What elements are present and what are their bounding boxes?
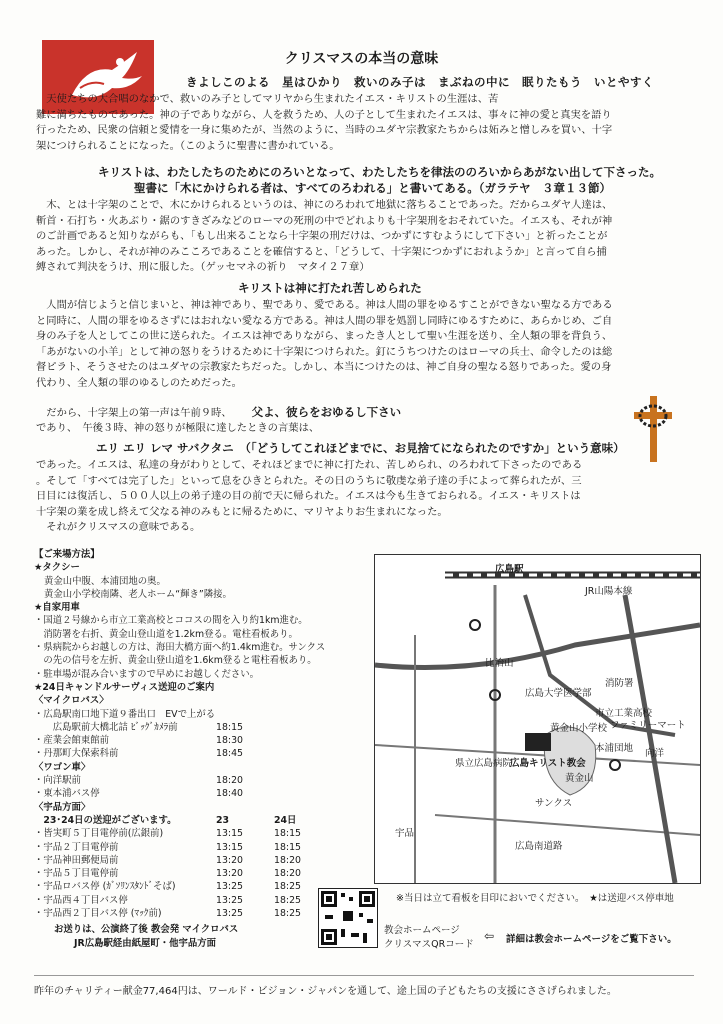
list-item: ・広島駅南口地下道９番出口 EVで上がる	[34, 708, 216, 720]
table-row: ・宇品ロバス停 (ｶﾞｿﾘﾝｽﾀﾝﾄﾞそば) 13:25 18:25	[34, 881, 302, 893]
eli-eli-heading: エリ エリ レマ サバクタニ （「どうしてこれほどまでに、お見捨てになられたのですか」という意味）	[96, 441, 625, 455]
map-notice: ※当日は立て看板を目印においでください。 ★は送迎バス停車地	[396, 893, 674, 904]
intro-paragraph: 天使たちの大合唱のなかで、救いのみ子としてマリヤから生まれたイエス・キリストの生涯は、苦 難に満ちたものであった。神の子でありながら、人を救うため、人の子として生まれたイエスは、事々に神の愛と真実を語り 行ったため、民衆の信頼と愛情を一身に集めたが、当然のように、当時のユダヤ宗教家たちからは妬みと憎しみを買い、十字 架につけられることになった。（このように聖書に書かれている。	[36, 93, 613, 152]
cross-paragraph: 木、とは十字架のことで、木にかけられるというのは、神にのろわれて地獄に落ちることであった。だからユダヤ人達は、 斬首・石打ち・火あぶり・鋸のすきざみなどのローマの死刑の中でどれよりも十字架刑をおそれていた。イエスも、それが神 のご計画であると知りながらも、「もし出来ることなら十字架の刑だけは、つかずにすむようにして下さい」と祈ったことが あった。しかし、それが神のみこころであることを確信すると、「どうして、十字架につかずにおれようか」と言って自ら捕 縛されて判決をうけ、刑に服した。（ゲッセマネの祈り マタイ２７章）	[36, 199, 613, 273]
table-row: ・宇品２丁目電停前 13:15 18:15	[34, 841, 302, 853]
table-row: ・皆実町５丁目電停前(広銀前) 13:15 18:15	[34, 828, 302, 840]
access-map: 広島駅 JR山陽本線 広島キリスト教会 比治山 広島大学医学部 市立工業高校 黄金山 本浦団地 宇品 広島南道路 県立広島病院 ファミリーマート 消防署 サンクス 向洋 黄金山小学校	[374, 554, 701, 884]
scripture-reference: 聖書に「木にかけられる者は、すべてのろわれる」と書いてある。（ガラテヤ ３章１３節）	[134, 181, 612, 195]
list-item: 広島駅前大橋北詰 ﾋﾞｯｸﾞｶﾒﾗ前 18:15	[34, 721, 244, 733]
footer-note: 昨年のチャリティー献金77,464円は、ワールド・ビジョン・ジャパンを通して、途上国の子どもたちの支援にささげられました。	[34, 975, 694, 997]
arrow-left-icon: ⇦	[484, 929, 495, 943]
table-row: ・宇品西４丁目バス停 13:25 18:25	[34, 894, 302, 906]
table-row: ・宇品神田郵便局前 13:20 18:20	[34, 854, 302, 866]
resurrection-paragraph: であった。イエスは、私達の身がわりとして、それほどまでに神に打たれ、苦しめられ、のろわれて下さったのである 。そして「すべては完了した」といって息をひきとられた。その日のうちに敬虔な弟子達の手によって葬られたが、三 日目には復活し、５００人以上の弟子達の目の前で天に帰られた。イエスは今も生きておられる。イエス・キリストは 十字架の業を成し終えて父なる神のみもとに帰るために、マリヤよりお生まれになった。 それがクリスマスの意味である。	[36, 459, 583, 533]
scripture-heading: キリストは、わたしたちのためにのろいとなって、わたしたちを律法ののろいからあがない出して下さった。	[98, 165, 662, 179]
page-title: クリスマスの本当の意味	[284, 51, 439, 67]
love-paragraph: 人間が信じようと信じまいと、神は神であり、聖であり、愛である。神は人間の罪をゆるすことができない聖なる方である と同時に、人間の罪をゆるさずにはおれない愛なる方である。神は人間の罪を処罰し同時にゆるすために、あらかじめ、ご自 身のみ子を人としてこの世に送られた。イエスは神でありながら、まったき人として聖い生涯を送り、全人類の罪を背負う、 「あがないの小羊」として神の怒りをうけるために十字架につけられた。釘にうちつけたのはローマの兵士、命令したのは総 督ピラト、そうさせたのはユダヤの宗教家たちだった。しかし、本当につけたのは、神ご自身の聖なる怒りであった。愛の身 代わり、全人類の罪のゆるしのためだった。	[36, 299, 613, 389]
qr-code[interactable]	[318, 888, 378, 948]
table-row: ・宇品西２丁目バス停 (ﾏｯｸ前) 13:25 18:25	[34, 908, 302, 920]
list-item: ・産業会館東館前 18:30	[34, 735, 244, 747]
table-header: 23･24日の送迎がございます。 23 24日	[34, 814, 297, 826]
qr-label: 教会ホームページ	[384, 925, 460, 936]
table-row: ・宇品５丁目電停前 13:20 18:20	[34, 868, 302, 880]
detail-note: 詳細は教会ホームページをご覧下さい。	[506, 934, 677, 945]
hymn-line: きよしこのよる 星はひかり 救いのみ子は まぶねの中に 眠りたもう いとやすく	[186, 75, 654, 89]
section-heading: キリストは神に打たれ苦しめられた	[238, 281, 422, 295]
list-item: ・向洋駅前 18:20	[34, 775, 244, 787]
cross-icon	[632, 396, 674, 462]
list-item: ・丹那町大保索科前 18:45	[34, 748, 244, 760]
first-words-line: だから、十字架上の第一声は午前９時、 父よ、彼らをおゆるし下さい	[36, 405, 402, 419]
access-info: 【ご来場方法】 ★タクシー 黄金山中腹、本浦団地の奥。 黄金山小学校南隣、老人ホーム“輝き”隣接。 ★自家用車 ・国道２号線から市立工業高校とココスの間を入り約1km進む。 消防署を右折、黄金山登山道を1.2km登る。電柱看板あり。 ・県病院からお越しの方は、海田大橋方面へ約1.4km進む。サンクス の先の信号を左折、黄金山登山道を1.6km登ると電柱看板あり。 ・駐車場が混み合いますので早めにお越しください。 ★24日キャンドルサーヴィス送迎のご案内 〈マイクロバス〉 ・広島駅南口地下道９番出口 EVで上がる 広島駅前大橋北詰 ﾋﾞｯｸﾞｶﾒﾗ前 18:15 ・産業会館東館前 18:30 ・丹那町大保索科前 18:45 〈ワゴン車〉 ・向洋駅前 18:20 ・東本浦バス停 18:40 〈宇品方面〉 23･24日の送迎がございます。 23 24日 ・皆実町５丁目電停前(広銀前) 13:15 18:15 ・宇品２丁目電停前 13:15 18:15 ・宇品神田郵便局前 13:20 18:20 ・宇品５丁目電停前 13:20 18:20 ・宇品ロバス停 (ｶﾞｿﾘﾝｽﾀﾝﾄﾞそば) 13:25 18:25 ・宇品西４丁目バス停 13:25 18:25 ・宇品西２丁目バス停 (ﾏｯｸ前) 13:25 18:25 お送りは、公演終了後 教会発 マイクロバス JR広島駅経由紙屋町・他宇品方面	[34, 548, 364, 950]
afternoon-line: であり、 午後３時、神の怒りが極限に達したときの言葉は、	[36, 422, 320, 434]
qr-label: クリスマスQRコード	[384, 939, 474, 950]
list-item: ・東本浦バス停 18:40	[34, 788, 244, 800]
